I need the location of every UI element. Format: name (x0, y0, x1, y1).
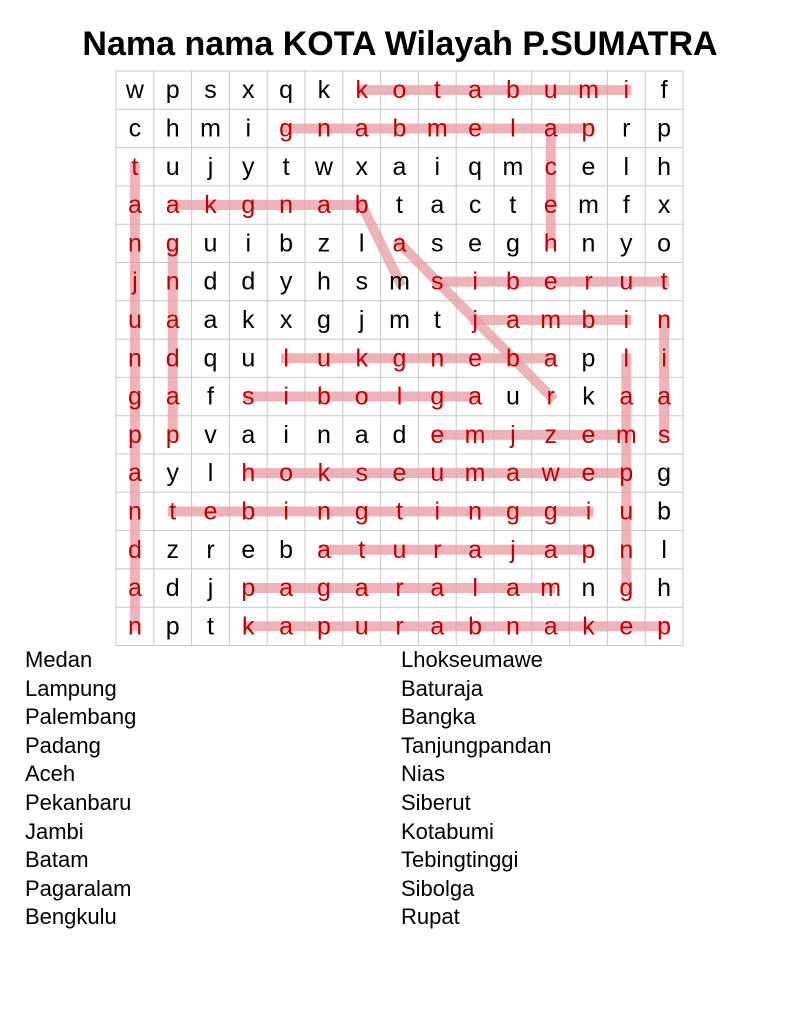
grid-cell-letter: y (166, 459, 179, 488)
grid-cell-letter: i (283, 420, 289, 449)
grid-cell-letter: l (207, 459, 214, 488)
grid-cell-letter: s (242, 382, 255, 411)
grid-cell-letter: t (396, 497, 403, 526)
grid-cell-letter: e (468, 229, 483, 258)
grid-cell-letter: g (505, 497, 520, 526)
grid-cell-letter: s (355, 459, 368, 488)
grid-cell-letter: t (169, 497, 177, 526)
grid-cell-letter: a (505, 574, 520, 603)
grid-cell-letter: g (430, 382, 445, 411)
grid-cell-letter: y (242, 152, 255, 181)
grid-cell-letter: t (396, 191, 403, 220)
grid-cell-letter: k (204, 191, 217, 220)
grid-cell-letter: w (125, 76, 144, 105)
word-list-item: Tebingtinggi (401, 847, 519, 873)
grid-cell-letter: r (395, 612, 404, 641)
grid-cell-letter: p (581, 535, 596, 564)
grid-cell-letter: c (128, 114, 142, 143)
grid-cell-letter: u (354, 612, 369, 641)
grid-cell-letter: t (509, 191, 517, 220)
grid-cell-letter: b (581, 305, 596, 334)
grid-cell-letter: z (544, 420, 557, 449)
grid-cell-letter: u (619, 497, 634, 526)
grid-cell-letter: k (317, 76, 331, 105)
grid-cell-letter: m (389, 267, 410, 296)
grid-cell-letter: u (430, 459, 445, 488)
grid-cell-letter: m (426, 114, 448, 143)
word-list-item: Sibolga (401, 875, 475, 901)
grid-cell-letter: r (395, 574, 404, 603)
grid-cell-letter: o (392, 76, 407, 105)
grid-cell-letter: a (165, 382, 180, 411)
grid-cell-letter: n (430, 344, 445, 373)
grid-cell-letter: a (279, 612, 294, 641)
grid-cell-letter: t (131, 152, 139, 181)
grid-cell-letter: b (241, 497, 256, 526)
grid-cell-letter: l (283, 344, 289, 373)
grid-cell-letter: r (546, 382, 555, 411)
grid-cell-letter: e (203, 497, 218, 526)
grid-cell-letter: g (279, 114, 294, 143)
grid-cell-letter: n (127, 612, 142, 641)
grid-cell-letter: a (392, 152, 407, 181)
grid-cell-letter: m (540, 574, 562, 603)
word-list-left (25, 646, 136, 932)
grid-cell-letter: o (354, 382, 369, 411)
grid-cell-letter: i (585, 497, 592, 526)
grid-cell-letter: x (279, 305, 293, 334)
word-list-item: Palembang (25, 704, 137, 730)
word-list-item: Pagaralam (25, 875, 132, 901)
grid-cell-letter: j (510, 420, 516, 449)
grid-cell-letter: a (543, 535, 558, 564)
grid-cell-letter: a (392, 229, 407, 258)
grid-cell-letter: t (433, 76, 441, 105)
grid-cell-letter: a (468, 535, 483, 564)
grid-cell-letter: a (430, 612, 445, 641)
grid-cell-letter: a (279, 574, 294, 603)
grid-cell-letter: i (661, 344, 667, 373)
grid-cell-letter: l (623, 152, 630, 181)
grid-cell-letter: a (619, 382, 634, 411)
grid-cell-letter: e (619, 612, 634, 641)
grid-cell-letter: d (392, 420, 407, 449)
grid-cell-letter: y (620, 229, 633, 258)
grid-cell-letter: g (316, 305, 331, 334)
grid-cell-letter: b (354, 191, 369, 220)
grid-cell-letter: n (468, 497, 483, 526)
grid-cell-letter: a (127, 459, 142, 488)
grid-cell-letter: u (505, 382, 520, 411)
grid-cell-letter: x (355, 152, 368, 181)
grid-cell-letter: n (127, 497, 142, 526)
word-list-item: Baturaja (401, 675, 483, 701)
grid-cell-letter: t (282, 152, 290, 181)
grid-cell-letter: g (505, 229, 520, 258)
word-list-item: Tanjungpandan (401, 732, 552, 758)
grid-cell-letter: m (578, 76, 599, 105)
grid-cell-letter: h (657, 152, 672, 181)
grid-cell-letter: k (582, 382, 595, 411)
grid-cell-letter: n (581, 574, 596, 603)
grid-cell-letter: b (505, 76, 520, 105)
grid-cell-letter: a (543, 114, 558, 143)
grid-cell-letter: e (543, 191, 558, 220)
grid-cell-letter: p (316, 612, 331, 641)
grid-cell-letter: g (165, 229, 180, 258)
grid-cell-letter: a (165, 191, 180, 220)
grid-letters (125, 76, 671, 640)
grid-cell-letter: t (433, 305, 441, 334)
grid-cell-letter: d (203, 267, 218, 296)
grid-cell-letter: a (354, 114, 369, 143)
grid-cell-letter: a (316, 191, 331, 220)
grid-cell-letter: b (657, 497, 672, 526)
grid-cell-letter: j (510, 535, 516, 564)
grid-cell-letter: l (661, 535, 667, 564)
grid-cell-letter: h (316, 267, 331, 296)
grid-cell-letter: l (472, 574, 478, 603)
grid-cell-letter: m (540, 305, 562, 334)
grid-cell-letter: r (622, 114, 631, 143)
grid-cell-letter: i (623, 76, 630, 105)
grid-cell-letter: g (657, 459, 672, 488)
grid-cell-letter: u (165, 152, 180, 181)
grid-cell-letter: i (245, 229, 252, 258)
grid-cell-letter: e (468, 344, 483, 373)
grid-cell-letter: k (582, 612, 595, 641)
grid-cell-letter: g (241, 191, 256, 220)
grid-cell-letter: i (245, 114, 252, 143)
grid-cell-letter: t (358, 535, 366, 564)
grid-cell-letter: e (581, 459, 596, 488)
grid-cell-letter: f (622, 191, 630, 220)
word-list-item: Nias (401, 761, 446, 787)
word-list-item: Medan (25, 647, 93, 672)
grid-cell-letter: i (283, 497, 289, 526)
grid-cell-letter: e (241, 535, 256, 564)
grid-cell-letter: m (464, 459, 486, 488)
grid-cell-letter: a (127, 574, 142, 603)
grid-cell-letter: s (657, 420, 671, 449)
word-list-item: Kotabumi (401, 818, 494, 844)
grid-cell-letter: a (657, 382, 672, 411)
grid-cell-letter: a (468, 382, 483, 411)
grid-cell-letter: j (132, 267, 138, 296)
grid-cell-letter: u (241, 344, 256, 373)
grid-cell-letter: k (355, 76, 368, 105)
grid-cell-letter: u (619, 267, 634, 296)
grid-cell-letter: n (505, 612, 520, 641)
grid-cell-letter: y (279, 267, 293, 296)
grid-cell-letter: i (434, 152, 441, 181)
grid-cell-letter: l (510, 114, 516, 143)
grid-cell-letter: p (165, 76, 180, 105)
grid-cell-letter: h (543, 229, 558, 258)
grid-cell-letter: l (396, 382, 403, 411)
grid-cell-letter: b (316, 382, 331, 411)
grid-cell-letter: m (464, 420, 486, 449)
grid-cell-letter: u (543, 76, 558, 105)
grid-cell-letter: p (241, 574, 256, 603)
grid-cell-letter: g (543, 497, 558, 526)
word-list-item: Batam (25, 847, 89, 873)
grid-cell-letter: j (358, 305, 365, 334)
grid-cell-letter: a (127, 191, 142, 220)
grid-cell-letter: m (578, 191, 599, 220)
grid-cell-letter: h (657, 574, 672, 603)
grid-cell-letter: a (430, 574, 445, 603)
grid-cell-letter: q (203, 344, 218, 373)
grid-cell-letter: b (392, 114, 407, 143)
grid-cell-letter: c (544, 152, 557, 181)
word-list-item: Jambi (25, 818, 84, 844)
grid-cell-letter: b (279, 229, 294, 258)
grid-cell-letter: g (392, 344, 407, 373)
grid-cell-letter: e (468, 114, 483, 143)
grid-cell-letter: t (207, 612, 214, 641)
grid-cell-letter: d (241, 267, 256, 296)
grid-cell-letter: a (165, 305, 180, 334)
grid-cell-letter: k (242, 305, 255, 334)
grid-cell-letter: w (314, 152, 333, 181)
grid-cell-letter: e (392, 459, 407, 488)
word-list-item: Lampung (25, 675, 117, 701)
word-list-item: Pekanbaru (25, 789, 132, 815)
grid-cell-letter: a (316, 535, 331, 564)
grid-cell-letter: u (127, 305, 142, 334)
word-list-item: Rupat (401, 904, 460, 930)
grid-cell-letter: h (241, 459, 256, 488)
grid-cell-letter: g (619, 574, 634, 603)
grid-cell-letter: p (581, 344, 596, 373)
grid-cell-letter: o (657, 229, 672, 258)
word-list-item: Bengkulu (25, 904, 117, 930)
grid-cell-letter: x (242, 76, 255, 105)
grid-cell-letter: a (354, 420, 369, 449)
word-list-item: Bangka (401, 704, 476, 730)
grid-cell-letter: j (472, 305, 478, 334)
grid-cell-letter: b (505, 344, 520, 373)
grid-cell-letter: p (657, 114, 672, 143)
grid-cell-letter: g (354, 497, 369, 526)
grid-cell-letter: i (472, 267, 478, 296)
grid-cell-letter: n (279, 191, 294, 220)
grid-cell-letter: a (203, 305, 218, 334)
grid-cell-letter: a (241, 420, 256, 449)
grid-cell-letter: r (206, 535, 215, 564)
page-title: Nama nama KOTA Wilayah P.SUMATRA (82, 25, 718, 63)
grid-cell-letter: r (433, 535, 442, 564)
word-list-item: Aceh (25, 761, 76, 787)
grid-cell-letter: g (316, 574, 331, 603)
grid-cell-letter: d (165, 344, 180, 373)
grid-cell-letter: k (355, 344, 368, 373)
grid-cell-letter: c (468, 191, 482, 220)
grid-cell-letter: t (660, 267, 668, 296)
grid-cell-letter: k (242, 612, 255, 641)
grid-cell-letter: u (203, 229, 218, 258)
grid-cell-letter: s (431, 229, 444, 258)
grid-cell-letter: m (502, 152, 524, 181)
grid-cell-letter: b (468, 612, 483, 641)
grid-cell-letter: x (657, 191, 671, 220)
grid-cell-letter: n (127, 344, 142, 373)
grid-cell-letter: i (283, 382, 289, 411)
grid-cell-letter: m (389, 305, 410, 334)
grid-cell-letter: a (430, 191, 445, 220)
grid-cell-letter: n (316, 420, 331, 449)
word-list-right (401, 646, 551, 932)
grid-cell-letter: o (279, 459, 294, 488)
grid-cell-letter: w (541, 459, 560, 488)
grid-cell-letter: a (543, 344, 558, 373)
grid-cell-letter: r (584, 267, 593, 296)
grid-cell-letter: n (316, 497, 331, 526)
grid-cell-letter: p (127, 420, 142, 449)
grid-cell-letter: q (279, 76, 294, 105)
grid-cell-letter: a (505, 305, 520, 334)
word-list-item: Lhokseumawe (401, 647, 543, 672)
grid-cell-letter: b (279, 535, 294, 564)
grid-cell-letter: e (430, 420, 445, 449)
grid-cell-letter: z (317, 229, 331, 258)
grid-cell-letter: n (657, 305, 672, 334)
grid-cell-letter: p (657, 612, 672, 641)
grid-cell-letter: p (165, 612, 180, 641)
grid-cell-letter: v (204, 420, 217, 449)
grid-cell-letter: d (165, 574, 180, 603)
grid-cell-letter: l (623, 344, 630, 373)
word-list-item: Padang (25, 732, 101, 758)
grid-cell-letter: s (431, 267, 444, 296)
grid-cell-letter: g (127, 382, 142, 411)
grid-cell-letter: p (619, 459, 634, 488)
grid-cell-letter: u (316, 344, 331, 373)
word-list-item: Siberut (401, 789, 471, 815)
grid-cell-letter: n (581, 229, 596, 258)
grid-cell-letter: b (505, 267, 520, 296)
grid-cell-letter: a (543, 612, 558, 641)
grid-cell-letter: f (207, 382, 214, 411)
grid-cell-letter: a (468, 76, 483, 105)
grid-cell-letter: n (165, 267, 180, 296)
grid-cell-letter: e (581, 152, 596, 181)
grid-cell-letter: j (207, 574, 214, 603)
grid-cell-letter: h (165, 114, 180, 143)
grid-cell-letter: s (204, 76, 217, 105)
grid-cell-letter: m (200, 114, 221, 143)
grid-cell-letter: i (434, 497, 441, 526)
grid-cell-letter: j (207, 152, 214, 181)
grid-cell-letter: e (581, 420, 596, 449)
grid-cell-letter: k (317, 459, 331, 488)
grid-cell-letter: q (468, 152, 483, 181)
grid-cell-letter: n (316, 114, 331, 143)
grid-cell-letter: f (660, 76, 668, 105)
grid-cell-letter: i (623, 305, 630, 334)
grid-cell-letter: z (166, 535, 179, 564)
grid-cell-letter: d (127, 535, 142, 564)
grid-cell-letter: p (581, 114, 596, 143)
grid-cell-letter: u (392, 535, 407, 564)
grid-cell-letter: n (127, 229, 142, 258)
grid-cell-letter: n (619, 535, 634, 564)
grid-cell-letter: s (355, 267, 368, 296)
grid-cell-letter: a (354, 574, 369, 603)
grid-cell-letter: p (165, 420, 180, 449)
grid-cell-letter: m (615, 420, 637, 449)
grid-cell-letter: l (358, 229, 365, 258)
grid-cell-letter: e (543, 267, 558, 296)
grid-cell-letter: a (505, 459, 520, 488)
